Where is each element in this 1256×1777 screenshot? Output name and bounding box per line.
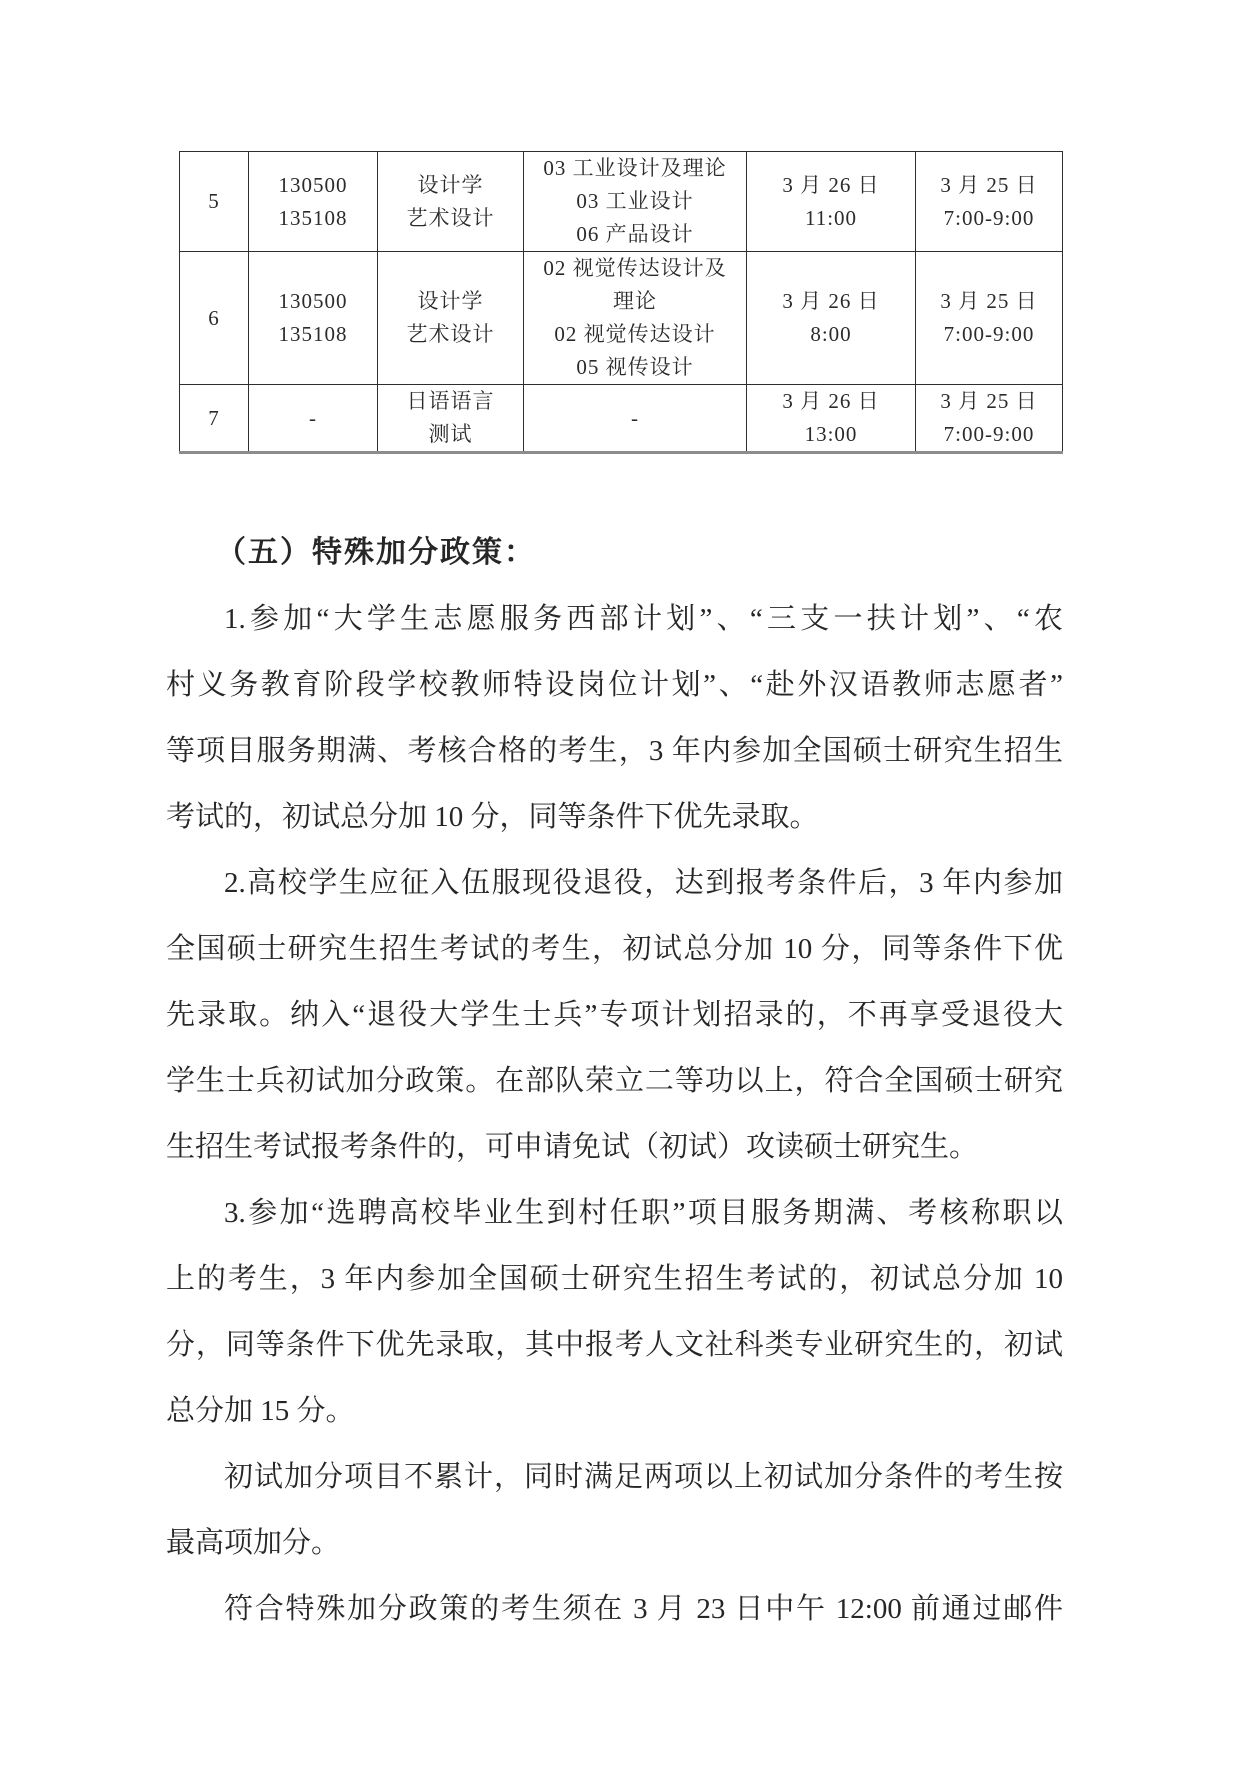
table-cell-line: 130500 <box>278 289 348 313</box>
table-cell-line: 7:00-9:00 <box>943 322 1035 346</box>
table-cell-line: 设计学 <box>417 289 484 313</box>
text-line: 分，同等条件下优先录取，其中报考人文社科类专业研究生的，初试 <box>166 1329 1063 1361</box>
table-cell <box>747 385 916 453</box>
text-line: 学生士兵初试加分政策。在部队荣立二等功以上，符合全国硕士研究 <box>166 1065 1063 1097</box>
table-cell-line: 135108 <box>278 322 348 346</box>
body-text <box>166 520 1063 1642</box>
table-cell <box>524 252 747 385</box>
text-line: 生招生考试报考条件的，可申请免试（初试）攻读硕士研究生。 <box>166 1131 979 1163</box>
table-cell-line: 艺术设计 <box>406 322 495 346</box>
text-line: 等项目服务期满、考核合格的考生，3 年内参加全国硕士研究生招生 <box>166 735 1063 767</box>
table-cell-line: 3 月 26 日 <box>782 289 880 313</box>
text-line: 全国硕士研究生招生考试的考生，初试总分加 10 分，同等条件下优 <box>166 933 1063 965</box>
table-cell-line: 11:00 <box>804 205 858 230</box>
table-cell-line: 130500 <box>278 172 348 197</box>
table-cell-line: 6 <box>208 305 220 330</box>
table-cell-line: 02 视觉传达设计 <box>554 322 716 346</box>
exam-schedule-table <box>179 151 1063 454</box>
text-line: 3.参加“选聘高校毕业生到村任职”项目服务期满、考核称职以 <box>224 1197 1063 1229</box>
table-cell <box>378 152 524 252</box>
table-cell-line: 设计学 <box>417 172 484 197</box>
table-cell <box>916 252 1063 385</box>
table-row <box>180 252 1063 385</box>
table-cell <box>180 252 249 385</box>
text-line: 2.高校学生应征入伍服现役退役，达到报考条件后，3 年内参加 <box>224 867 1063 899</box>
table-cell <box>378 385 524 453</box>
table-cell-line: 05 视传设计 <box>576 355 694 379</box>
table-row <box>180 385 1063 453</box>
table-row <box>180 152 1063 252</box>
table-cell-line: 7 <box>208 405 220 430</box>
table-cell <box>747 152 916 252</box>
table-cell-line: 3 月 25 日 <box>940 289 1038 313</box>
table-cell-line: 理论 <box>613 289 657 313</box>
text-line: 村义务教育阶段学校教师特设岗位计划”、“赴外汉语教师志愿者” <box>166 669 1063 701</box>
table-cell <box>180 385 249 453</box>
table-cell-line: 7:00-9:00 <box>943 422 1035 446</box>
table-cell-line: 03 工业设计及理论 <box>543 156 727 180</box>
exam-schedule-table-body <box>180 152 1063 453</box>
table-cell <box>524 385 747 453</box>
text-line: 考试的，初试总分加 10 分，同等条件下优先录取。 <box>166 801 819 833</box>
text-line: 先录取。纳入“退役大学生士兵”专项计划招录的，不再享受退役大 <box>166 999 1063 1031</box>
table-cell <box>249 385 378 453</box>
table-cell <box>249 252 378 385</box>
table-cell-line: 13:00 <box>804 422 858 446</box>
table-cell <box>180 152 249 252</box>
text-line: 初试加分项目不累计，同时满足两项以上初试加分条件的考生按 <box>224 1461 1063 1493</box>
table-cell-line: 3 月 25 日 <box>940 172 1038 197</box>
table-cell <box>747 252 916 385</box>
table-cell-line: - <box>631 405 639 430</box>
table-cell-line: 5 <box>208 189 220 213</box>
table-cell-line: 135108 <box>278 205 348 230</box>
text-line: 总分加 15 分。 <box>166 1395 355 1427</box>
table-cell-line: 03 工业设计 <box>576 189 694 213</box>
table-cell-line: 3 月 26 日 <box>782 172 880 197</box>
table-cell <box>378 252 524 385</box>
table-cell-line: 7:00-9:00 <box>943 205 1035 230</box>
table-cell <box>916 152 1063 252</box>
text-line: 最高项加分。 <box>166 1527 341 1559</box>
text-line: 上的考生，3 年内参加全国硕士研究生招生考试的，初试总分加 10 <box>166 1263 1063 1295</box>
table-cell-line: 3 月 26 日 <box>782 389 880 413</box>
paragraph-lines <box>166 586 1063 1642</box>
table-cell-line: 06 产品设计 <box>576 222 694 246</box>
table-cell-line: 02 视觉传达设计及 <box>543 256 727 280</box>
text-line: 1.参加“大学生志愿服务西部计划”、“三支一扶计划”、“农 <box>224 603 1063 635</box>
table-cell <box>249 152 378 252</box>
table-cell-line: 艺术设计 <box>406 205 495 230</box>
section-heading: （五）特殊加分政策： <box>216 536 536 569</box>
table-cell-line: 3 月 25 日 <box>940 389 1038 413</box>
table-cell-line: 日语语言 <box>406 389 495 413</box>
text-line: 符合特殊加分政策的考生须在 3 月 23 日中午 12:00 前通过邮件 <box>224 1593 1063 1625</box>
table-cell <box>916 385 1063 453</box>
table-cell-line: - <box>309 405 317 430</box>
table-cell-line: 8:00 <box>810 322 852 346</box>
table-cell-line: 测试 <box>428 422 473 446</box>
table-cell <box>524 152 747 252</box>
